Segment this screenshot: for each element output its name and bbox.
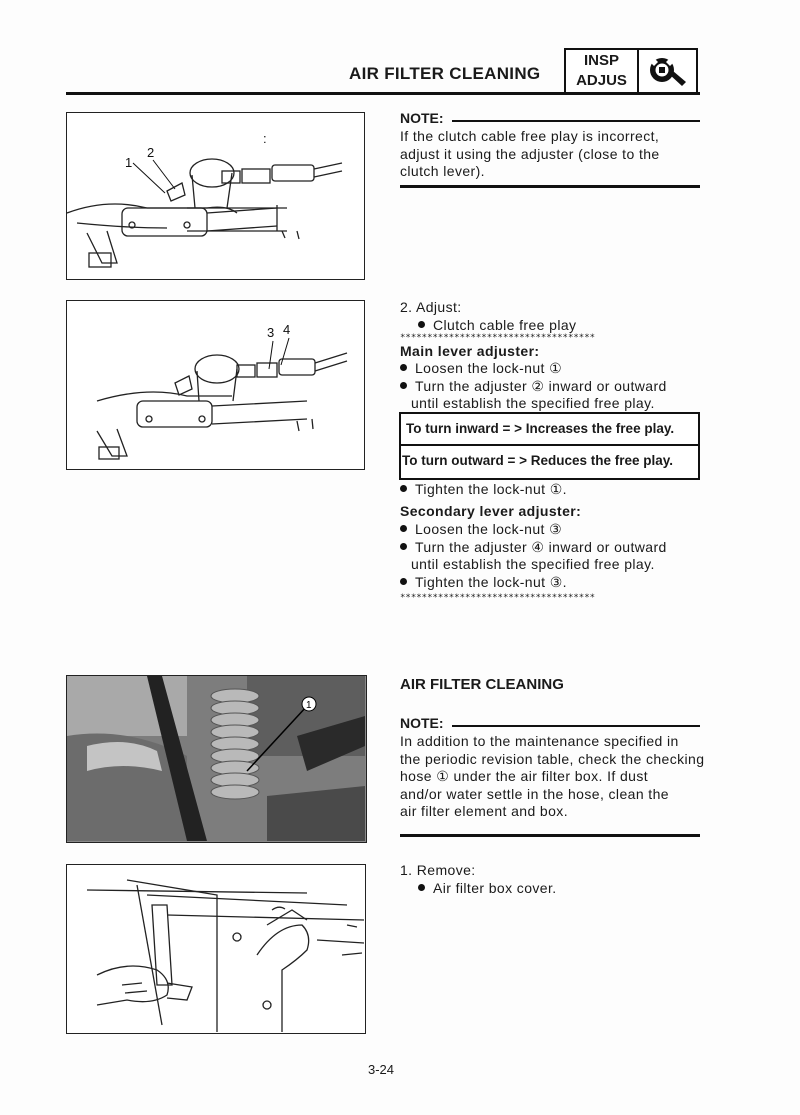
bullet-icon: [400, 543, 407, 550]
tighten-item-2: Tighten the lock-nut ③.: [400, 574, 567, 592]
bullet-icon: [400, 382, 407, 389]
badge-line-adjus: ADJUS: [576, 72, 627, 89]
note-text: [400, 128, 705, 181]
callout-4: 4: [283, 322, 291, 337]
table-row-outward: To turn outward = > Reduces the free play.: [401, 444, 698, 476]
main-item-2: Turn the adjuster ② inward or outward: [400, 378, 667, 396]
note-label: NOTE:: [400, 110, 444, 126]
secondary-item-2-cont: until establish the specified free play.: [411, 556, 655, 572]
badge-line-insp: INSP: [583, 52, 619, 69]
secondary-item-1: Loosen the lock-nut ③: [400, 521, 562, 539]
air-filter-note-label: NOTE:: [400, 715, 444, 731]
bullet-icon: [418, 321, 425, 328]
air-filter-note-rule: [452, 725, 700, 727]
secondary-adjuster-heading: Secondary lever adjuster:: [400, 503, 582, 519]
table-row-inward: To turn inward = > Increases the free play.: [406, 421, 675, 436]
page-title: AIR FILTER CLEANING: [349, 64, 541, 83]
remove-item: Air filter box cover.: [418, 880, 557, 898]
wrench-magnifier-icon: [642, 52, 694, 90]
stars-divider: ************************************: [400, 333, 596, 343]
clutch-lever-figure-1: [66, 112, 365, 280]
free-play-table: [399, 412, 700, 480]
main-item-2-cont: until establish the specified free play.: [411, 395, 655, 411]
note-line-3: clutch lever).: [400, 163, 485, 179]
note-end-rule: [400, 185, 700, 188]
callout-2: 2: [147, 145, 155, 160]
air-filter-heading: AIR FILTER CLEANING: [400, 676, 564, 693]
callout-colon: :: [263, 131, 267, 146]
checking-hose-photo: [66, 675, 367, 843]
stars-divider-end: ************************************: [400, 593, 596, 603]
bullet-icon: [400, 364, 407, 371]
bullet-icon: [400, 525, 407, 532]
bullet-icon: [418, 884, 425, 891]
badge-text: [566, 50, 639, 92]
adjust-step: 2. Adjust:: [400, 299, 462, 315]
callout-1-photo: 1: [306, 700, 312, 711]
clutch-lever-figure-2: [66, 300, 365, 470]
callout-3: 3: [267, 325, 275, 340]
remove-step: 1. Remove:: [400, 862, 476, 878]
page-number: 3-24: [368, 1062, 395, 1077]
callout-1: 1: [125, 155, 133, 170]
note-line-1: If the clutch cable free play is incorrect,: [400, 128, 660, 144]
main-item-1: Loosen the lock-nut ①: [400, 360, 562, 378]
bullet-icon: [400, 578, 407, 585]
main-adjuster-heading: Main lever adjuster:: [400, 343, 540, 359]
secondary-item-2: Turn the adjuster ④ inward or outward: [400, 539, 667, 557]
note-rule: [452, 120, 700, 122]
bullet-icon: [400, 485, 407, 492]
note-line-2: adjust it using the adjuster (close to the: [400, 145, 660, 162]
air-filter-note-end-rule: [400, 834, 700, 837]
section-badge: [564, 48, 698, 94]
air-filter-cover-figure: [66, 864, 366, 1034]
tighten-item-1: Tighten the lock-nut ①.: [400, 481, 567, 499]
adjust-item: Clutch cable free play: [418, 317, 576, 335]
air-filter-note-text: In addition to the maintenance specified in the periodic revision table, check the checking hose ① under the air filter box. If dust and/or water settle in the hose, clean the air filter element and box.: [400, 733, 705, 819]
